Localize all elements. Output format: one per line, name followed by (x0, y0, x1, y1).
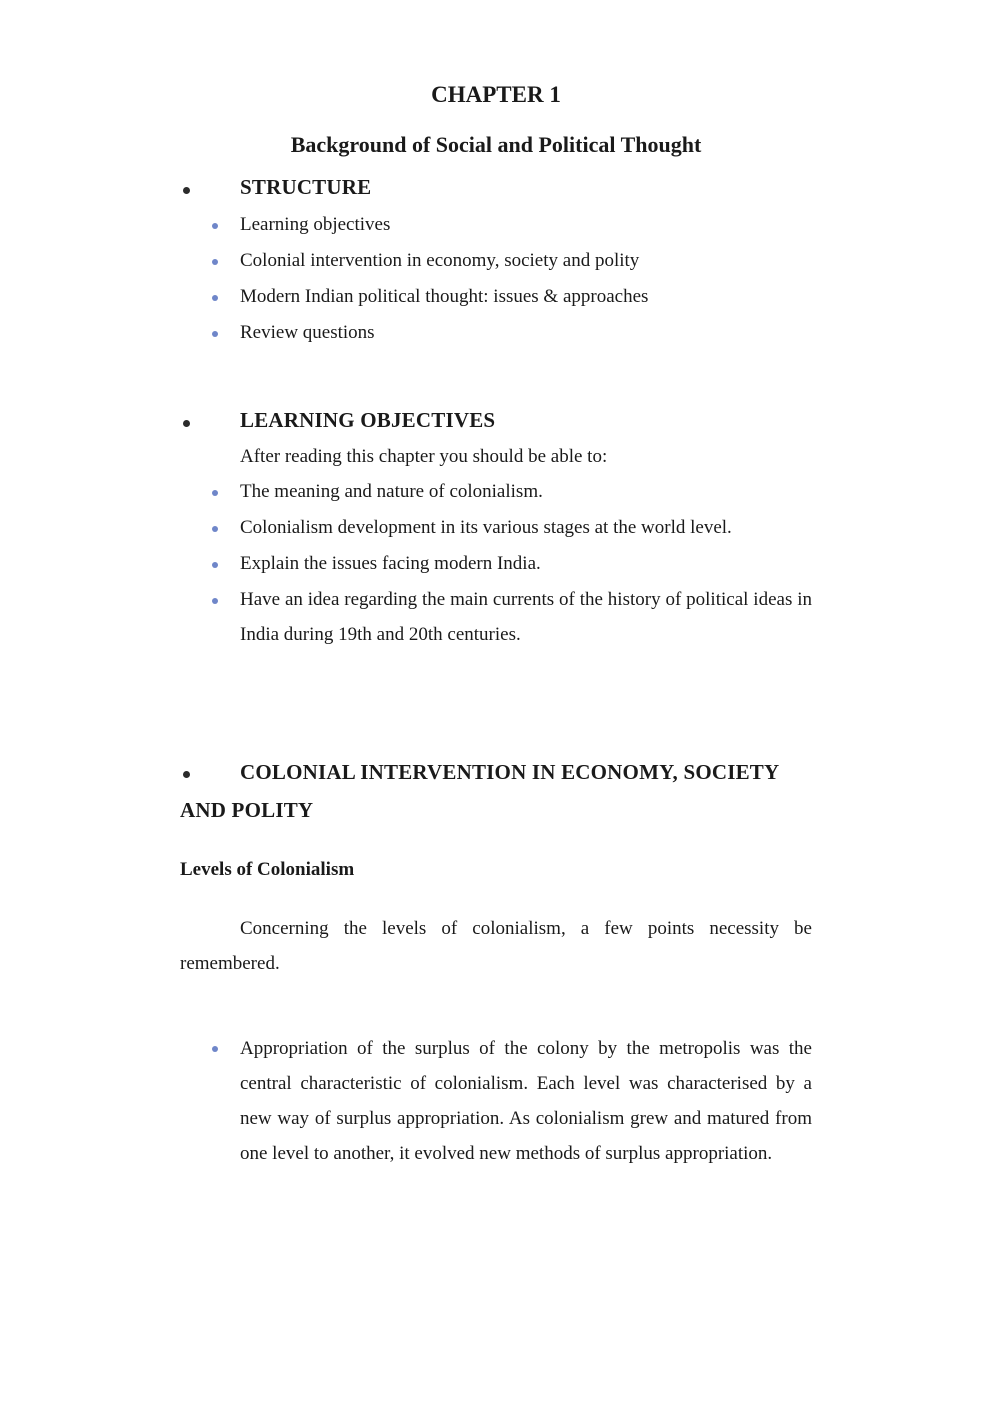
colonial-heading-line1: COLONIAL INTERVENTION IN ECONOMY, SOCIETY (240, 760, 780, 784)
structure-item: Modern Indian political thought: issues & approaches (240, 286, 649, 307)
bullet-icon (212, 526, 218, 532)
appropriation-bullet-text: Appropriation of the surplus of the colony by the metropolis was the central characteristic of colonialism. Each level was characterised by a new way of surplus appropriation. As colonialism grew and matured from one level to another, it evolved new methods of surplus appropriation. (240, 1038, 812, 1164)
colonial-heading-line2: AND POLITY (180, 798, 314, 822)
objectives-intro: After reading this chapter you should be able to: (240, 446, 608, 467)
bullet-icon (212, 295, 218, 301)
bullet-icon (212, 259, 218, 265)
bullet-icon (212, 331, 218, 337)
levels-paragraph: Concerning the levels of colonialism, a few points necessity be remembered. (180, 918, 812, 974)
colonial-bullet-icon (183, 771, 190, 778)
objective-item: The meaning and nature of colonialism. (240, 481, 543, 502)
levels-subheading: Levels of Colonialism (180, 859, 355, 880)
objective-item: Have an idea regarding the main currents of the history of political ideas in India during 19th and 20th centuries. (240, 589, 812, 645)
objectives-heading: LEARNING OBJECTIVES (240, 408, 496, 432)
bullet-icon (212, 562, 218, 568)
structure-item: Colonial intervention in economy, society and polity (240, 250, 640, 271)
structure-bullet-icon (183, 187, 190, 194)
structure-item: Review questions (240, 322, 375, 343)
bullet-icon (212, 1046, 218, 1052)
structure-heading: STRUCTURE (240, 175, 372, 199)
structure-item: Learning objectives (240, 214, 391, 235)
objectives-bullet-icon (183, 420, 190, 427)
objective-item: Colonialism development in its various stages at the world level. (240, 517, 732, 538)
objective-item: Explain the issues facing modern India. (240, 553, 541, 574)
chapter-number: CHAPTER 1 (431, 82, 561, 107)
bullet-icon (212, 598, 218, 604)
bullet-icon (212, 490, 218, 496)
bullet-icon (212, 223, 218, 229)
chapter-title: Background of Social and Political Thought (290, 132, 702, 157)
